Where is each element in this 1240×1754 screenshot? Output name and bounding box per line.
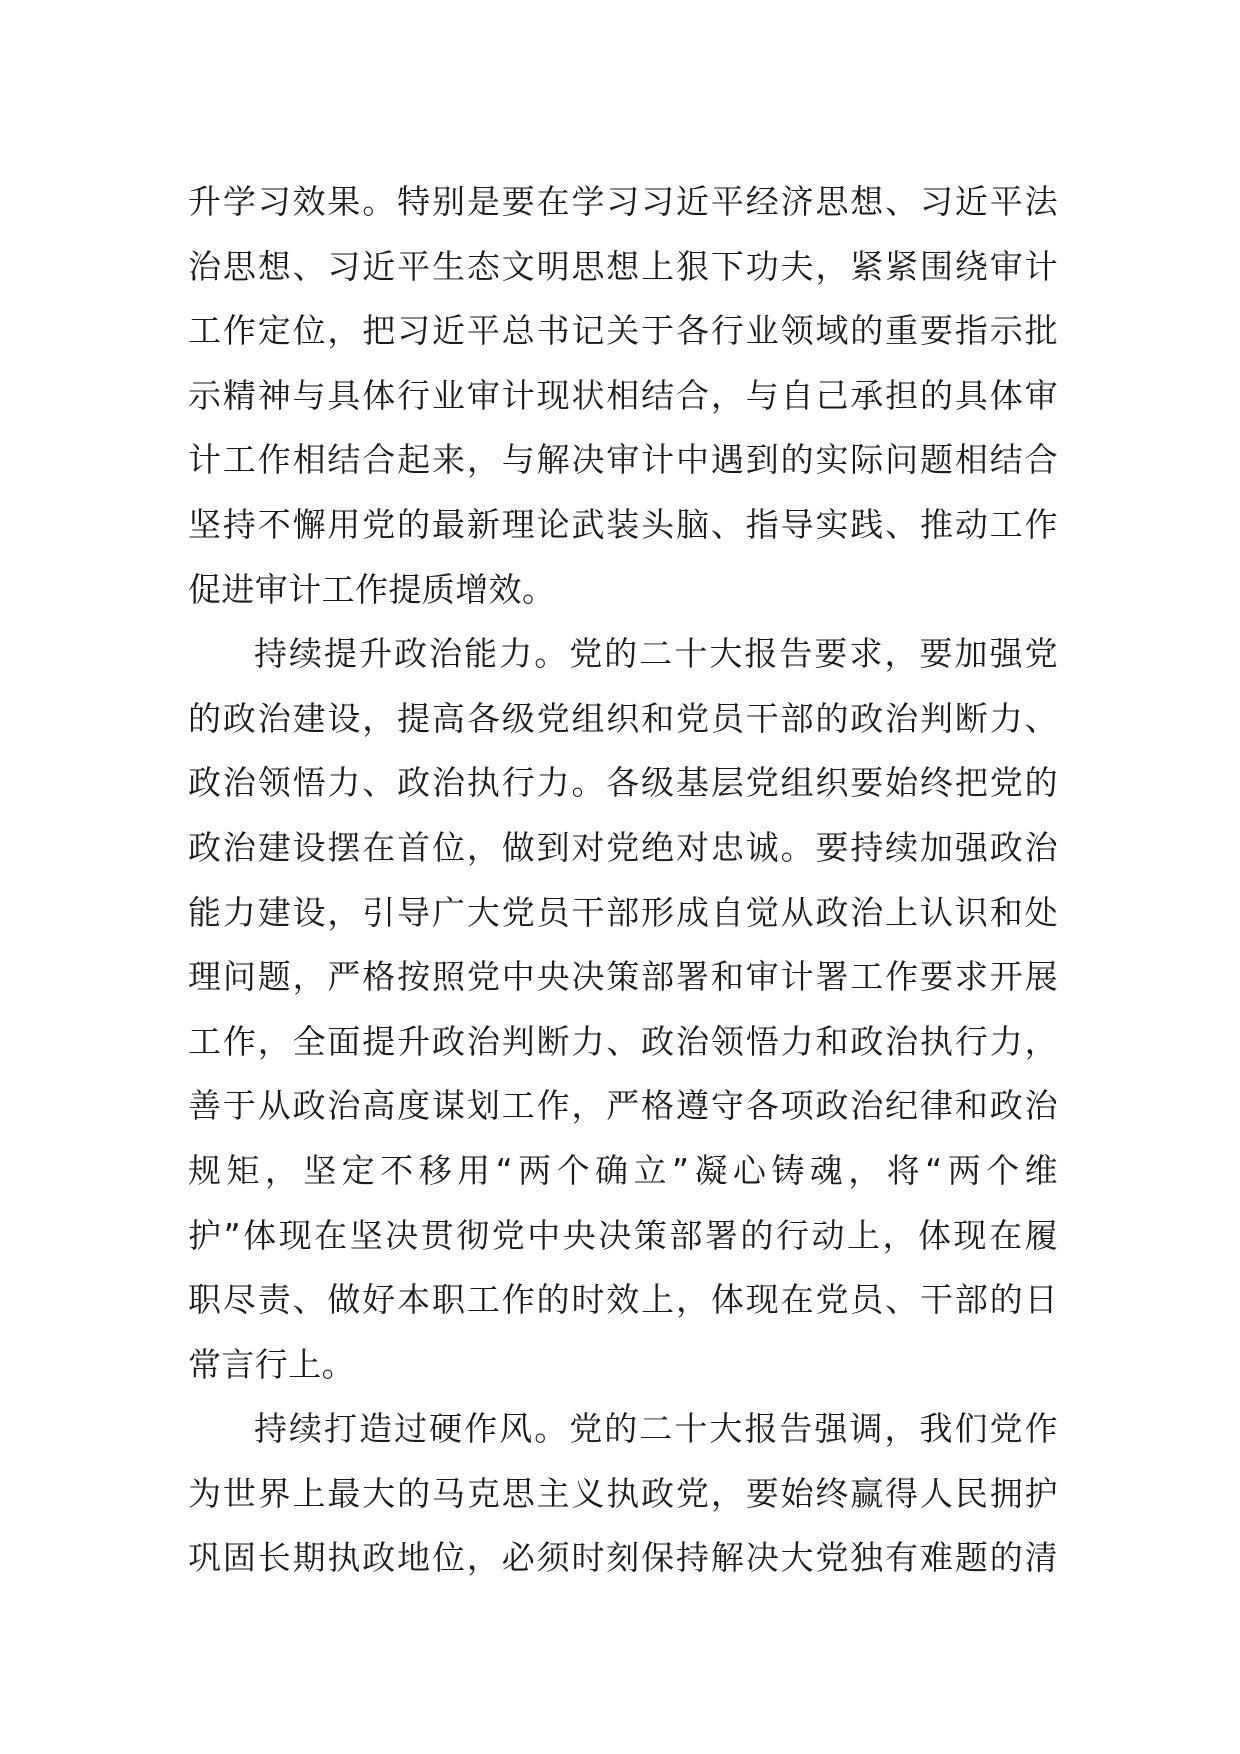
- paragraph-heading-line: 持续打造过硬作风。党的二十大报告强调，我们党作: [254, 1409, 1058, 1449]
- text-line: 巩固长期执政地位，必须时刻保持解决大党独有难题的清: [188, 1538, 1058, 1578]
- text-line: 政治领悟力、政治执行力。各级基层党组织要始终把党的: [188, 763, 1058, 803]
- text-line: 升学习效果。特别是要在学习习近平经济思想、习近平法: [188, 182, 1058, 221]
- text-line: 工作定位，把习近平总书记关于各行业领域的重要指示批: [188, 311, 1058, 351]
- paragraph-heading-line: 持续提升政治能力。党的二十大报告要求，要加强党: [254, 634, 1058, 674]
- text-line: 计工作相结合起来，与解决审计中遇到的实际问题相结合: [188, 440, 1058, 480]
- text-line: 政治建设摆在首位，做到对党绝对忠诚。要持续加强政治: [188, 827, 1058, 867]
- text-line: 治思想、习近平生态文明思想上狠下功夫，紧紧围绕审计: [188, 246, 1058, 286]
- text-line: 理问题，严格按照党中央决策部署和审计署工作要求开展: [188, 957, 1058, 997]
- text-line: 工作，全面提升政治判断力、政治领悟力和政治执行力，: [188, 1021, 1058, 1061]
- text-line: 常言行上。: [188, 1344, 355, 1384]
- text-line: 能力建设，引导广大党员干部形成自觉从政治上认识和处: [188, 892, 1058, 932]
- body-text: [188, 170, 1058, 1591]
- text-line: 善于从政治高度谋划工作，严格遵守各项政治纪律和政治: [188, 1086, 1058, 1126]
- text-line: 示精神与具体行业审计现状相结合，与自己承担的具体审: [188, 375, 1058, 415]
- text-line: 的政治建设，提高各级党组织和党员干部的政治判断力、: [188, 698, 1058, 738]
- text-line: 促进审计工作提质增效。: [188, 569, 556, 609]
- text-line: 为世界上最大的马克思主义执政党，要始终赢得人民拥护: [188, 1473, 1058, 1513]
- text-line: 职尽责、做好本职工作的时效上，体现在党员、干部的日: [188, 1280, 1058, 1320]
- text-line: 坚持不懈用党的最新理论武装头脑、指导实践、推动工作: [188, 504, 1058, 544]
- text-line: 护”体现在坚决贯彻党中央决策部署的行动上，体现在履: [188, 1215, 1058, 1255]
- text-line: 规矩，坚定不移用“两个确立”凝心铸魂，将“两个维: [188, 1150, 1058, 1190]
